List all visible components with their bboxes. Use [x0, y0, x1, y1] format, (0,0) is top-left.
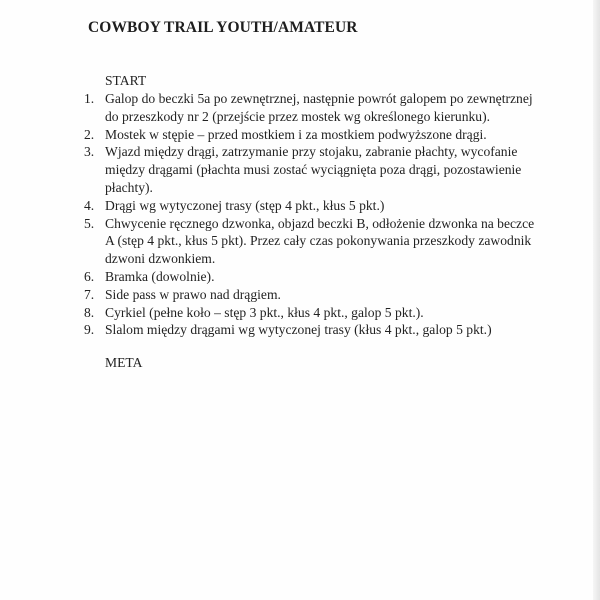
- course-step: [84, 321, 539, 339]
- step-text: Slalom między drągami wg wytyczonej trasy (kłus 4 pkt., galop 5 pkt.): [105, 322, 492, 338]
- course-step: [84, 143, 539, 196]
- document-title: COWBOY TRAIL YOUTH/AMATEUR: [88, 19, 358, 36]
- step-text: Bramka (dowolnie).: [105, 268, 215, 284]
- step-text: Cyrkiel (pełne koło – stęp 3 pkt., kłus 4 pkt., galop 5 pkt.).: [105, 304, 424, 320]
- step-number: 2.: [84, 126, 95, 142]
- course-step: [84, 197, 539, 215]
- scan-edge-shadow: [593, 0, 600, 600]
- step-number: 1.: [84, 91, 95, 106]
- course-step: [84, 268, 539, 286]
- step-number: 3.: [84, 144, 95, 160]
- step-number: 8.: [84, 304, 95, 320]
- step-text: Side pass w prawo nad drągiem.: [105, 286, 281, 302]
- course-step: [84, 304, 539, 322]
- finish-label: META: [105, 355, 143, 370]
- step-text: Mostek w stępie – przed mostkiem i za mostkiem podwyższone drągi.: [105, 126, 487, 142]
- start-label: START: [105, 73, 147, 88]
- step-number: 6.: [84, 268, 95, 284]
- step-text: Drągi wg wytyczonej trasy (stęp 4 pkt., kłus 5 pkt.): [105, 197, 385, 213]
- step-text: Chwycenie ręcznego dzwonka, objazd beczki B, odłożenie dzwonka na beczce A (stęp 4 pkt., kłus 5 pkt). Przez cały czas pokonywania przeszkody zawodnik dzwoni dzwonkiem.: [105, 215, 535, 267]
- step-number: 7.: [84, 286, 95, 302]
- step-number: 5.: [84, 215, 95, 231]
- step-text: Galop do beczki 5a po zewnętrznej, następnie powrót galopem po zewnętrznej do przeszkody nr 2 (przejście przez mostek wg określonego kierunku).: [105, 91, 533, 124]
- course-step: [84, 90, 539, 126]
- step-text: Wjazd między drągi, zatrzymanie przy stojaku, zabranie płachty, wycofanie między drągami (płachta musi zostać wyciągnięta poza drągi, pozostawienie płachty).: [105, 144, 522, 195]
- course-steps-list: [84, 90, 539, 339]
- step-number: 9.: [84, 322, 95, 338]
- step-number: 4.: [84, 197, 95, 213]
- course-step: [84, 215, 539, 268]
- course-step: [84, 286, 539, 304]
- course-step: [84, 126, 539, 144]
